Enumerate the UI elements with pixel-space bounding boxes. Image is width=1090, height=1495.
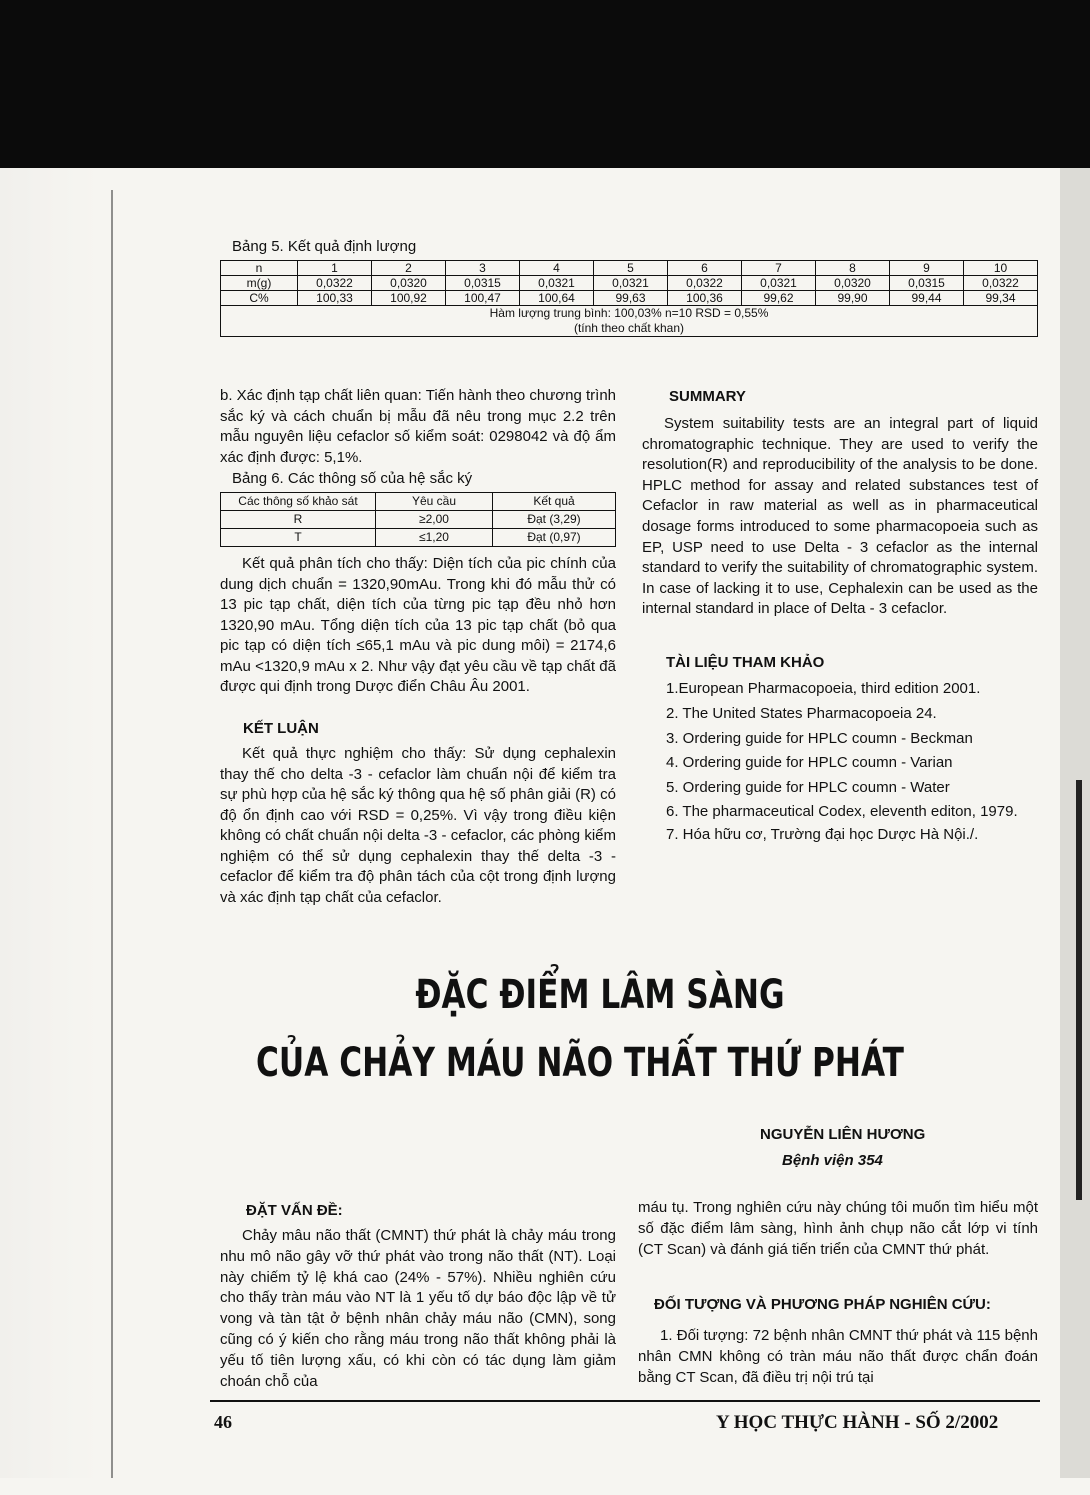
- table5-header-cell: 6: [668, 261, 742, 276]
- table5-cell: 99,34: [964, 291, 1038, 306]
- table5-row: [221, 291, 1038, 306]
- methods-heading: ĐỐI TƯỢNG VÀ PHƯƠNG PHÁP NGHIÊN CỨU:: [654, 1296, 991, 1313]
- table5-header-cell: 4: [520, 261, 594, 276]
- scan-bottom-margin: [0, 1478, 1090, 1495]
- intro-text: Chảy mâu não thất (CMNT) thứ phát là chảy máu trong nhu mô não gây vỡ thứ phát vào trong não thất (NT). Loại này chiếm tỷ lệ khá cao (24% - 57%). Nhiều nghiên cứu cho thấy tràn máu vào NT là 1 yếu tố dự báo độc lập về tử vong và tàn tật ở bệnh nhân chảy máu não (CMN), song cũng có ý kiến cho rằng máu trong não thất không phải là yếu tố tiên lượng xấu, có khi còn có tác dụng làm giảm choán chỗ của: [220, 1227, 616, 1390]
- reference-item: 2. The United States Pharmacopoeia 24.: [666, 704, 937, 722]
- table5-header-cell: 1: [298, 261, 372, 276]
- reference-item: 4. Ordering guide for HPLC coumn - Varian: [666, 754, 953, 772]
- table5-cell: 0,0321: [594, 276, 668, 291]
- page-number: 46: [214, 1412, 232, 1432]
- table5-note: [221, 306, 1038, 337]
- reference-item: 6. The pharmaceutical Codex, eleventh editon, 1979.: [666, 802, 1018, 820]
- footer-rule: [210, 1400, 1040, 1402]
- table6-header-cell: Yêu cầu: [376, 493, 493, 511]
- table5-cell: 0,0320: [816, 276, 890, 291]
- table5-cell: 100,47: [446, 291, 520, 306]
- table6-header-cell: Kết quả: [493, 493, 616, 511]
- table5-cell: 0,0322: [298, 276, 372, 291]
- table6: [220, 492, 616, 547]
- table6-cell: T: [221, 529, 376, 547]
- table5-cell: m(g): [221, 276, 298, 291]
- table5-header-cell: 9: [890, 261, 964, 276]
- table6-cell: Đạt (0,97): [493, 529, 616, 547]
- table5-cell: 0,0322: [668, 276, 742, 291]
- table5-cell: 99,63: [594, 291, 668, 306]
- table5-cell: 0,0315: [890, 276, 964, 291]
- table6-cell: Đạt (3,29): [493, 511, 616, 529]
- table5-header-cell: 7: [742, 261, 816, 276]
- table5-cell: 0,0321: [742, 276, 816, 291]
- paragraph-impurity-method: b. Xác định tạp chất liên quan: Tiến hành theo chương trình sắc ký và cách chuẩn bị mẫu đã nêu trong mục 2.2 trên mẫu nguyên liệu cefaclor số kiểm soát: 0298042 và độ ẩm xác định được: 5,1%.: [220, 387, 616, 466]
- reference-item: 3. Ordering guide for HPLC coumn - Beckman: [666, 729, 973, 747]
- article-title-line1: ĐẶC ĐIỂM LÂM SÀNG: [415, 972, 785, 1018]
- table5-header-cell: 2: [372, 261, 446, 276]
- methods-text: 1. Đối tượng: 72 bệnh nhân CMNT thứ phát và 115 bệnh nhân CMN không có tràn máu não thất được chẩn đoán bằng CT Scan, đã điều trị nội trú tại: [638, 1327, 1038, 1386]
- table5-header-cell: 10: [964, 261, 1038, 276]
- scan-right-margin: [1060, 168, 1090, 1495]
- table5-note-row: [221, 306, 1038, 337]
- table6-cell: ≤1,20: [376, 529, 493, 547]
- summary-heading: SUMMARY: [669, 388, 746, 405]
- table5-note-line1: Hàm lượng trung bình: 100,03% n=10 RSD = 0,55%: [489, 306, 769, 320]
- author-name: NGUYỄN LIÊN HƯƠNG: [760, 1126, 926, 1143]
- table6-caption: Bảng 6. Các thông số của hệ sắc ký: [232, 470, 473, 487]
- article-title-line2: CỦA CHẢY MÁU NÃO THẤT THỨ PHÁT: [256, 1040, 904, 1086]
- table6-header-cell: Các thông số khảo sát: [221, 493, 376, 511]
- conclusion-heading: KẾT LUẬN: [243, 720, 319, 737]
- table5-cell: 0,0320: [372, 276, 446, 291]
- table6-cell: ≥2,00: [376, 511, 493, 529]
- table5-cell: 100,33: [298, 291, 372, 306]
- intro-heading: ĐẶT VẤN ĐỀ:: [246, 1202, 343, 1219]
- journal-name: Y HỌC THỰC HÀNH - SỐ 2/2002: [716, 1412, 999, 1433]
- scan-binding-line: [111, 190, 113, 1480]
- references-heading: TÀI LIỆU THAM KHẢO: [666, 654, 825, 671]
- table5-header-cell: 8: [816, 261, 890, 276]
- scan-dark-border: [0, 0, 1090, 190]
- intro-text-continued: máu tụ. Trong nghiên cứu này chúng tôi muốn tìm hiểu một số đặc điểm lâm sàng, hình ảnh chụp não cắt lớp vi tính (CT Scan) và đánh giá tiến triển của CMNT thứ phát.: [638, 1199, 1038, 1258]
- author-affiliation: Bệnh viện 354: [782, 1152, 883, 1169]
- table5-cell: 0,0322: [964, 276, 1038, 291]
- table5-cell: 99,62: [742, 291, 816, 306]
- table6-row: [221, 529, 616, 547]
- scan-left-margin: [0, 168, 100, 1495]
- table5-header-cell: n: [221, 261, 298, 276]
- scan-right-edge-mark: [1076, 780, 1082, 1200]
- reference-item: 7. Hóa hữu cơ, Trường đại học Dược Hà Nội./.: [666, 825, 979, 843]
- table6-row: [221, 511, 616, 529]
- reference-item: 5. Ordering guide for HPLC coumn - Water: [666, 779, 950, 797]
- table5-cell: 100,36: [668, 291, 742, 306]
- table5-row: [221, 276, 1038, 291]
- table5-caption: Bảng 5. Kết quả định lượng: [232, 238, 417, 255]
- table5: [220, 260, 1038, 337]
- table5-cell: 99,44: [890, 291, 964, 306]
- paragraph-analysis-result: Kết quả phân tích cho thấy: Diện tích của pic chính của dung dịch chuẩn = 1320,90mAu. Trong khi đó mẫu thử có 13 pic tạp chất, diện tích của từng pic tạp đều nhỏ hơn 1320,90 mAu. Tổng diện tích của 13 pic tạp chất (bỏ qua pic tạp có diện tích ≤65,1 mAu và pic dung môi) = 2174,6 mAu <1320,9 mAu x 2. Như vậy đạt yêu cầu về tạp chất đã được qui định trong Dược điển Châu Âu 2001.: [220, 555, 616, 695]
- table5-cell: 100,64: [520, 291, 594, 306]
- table5-header-cell: 5: [594, 261, 668, 276]
- references-list: [642, 677, 1038, 848]
- conclusion-text: Kết quả thực nghiệm cho thấy: Sử dụng cephalexin thay thế cho delta -3 - cefaclor làm chuẩn nội để kiểm tra sự phù hợp của hệ sắc ký thông qua hệ số phân giải (R) có độ ổn định cao với RSD = 0,25%. Vì vậy trong điều kiện không có chất chuẩn nội delta -3 - cefaclor, các phòng kiểm nghiệm có thể sử dụng cephalexin thay thế delta -3 - cefaclor để kiểm tra độ phân tách của cột trong định lượng và xác định tạp chất của cefaclor.: [220, 745, 616, 906]
- table5-cell: 0,0321: [520, 276, 594, 291]
- table5-note-line2: (tính theo chất khan): [573, 321, 685, 335]
- summary-text: System suitability tests are an integral part of liquid chromatographic technique. They are used to verify the resolution(R) and reproducibility of the analysis to be done. HPLC method for assay and related substances test of Cefaclor in raw material as well as in pharmaceutical dosage forms introduced to some pharmacopoeia such as EP, USP need to use Delta - 3 cefaclor as the internal standard to verify the suitability of chromatographic system. In case of lacking it to use, Cephalexin can be used as the internal standard in place of Delta - 3 cefaclor.: [642, 415, 1038, 618]
- reference-item: 1.European Pharmacopoeia, third edition 2001.: [666, 680, 981, 697]
- table5-header-cell: 3: [446, 261, 520, 276]
- table5-cell: 0,0315: [446, 276, 520, 291]
- table5-cell: C%: [221, 291, 298, 306]
- table5-cell: 100,92: [372, 291, 446, 306]
- table5-cell: 99,90: [816, 291, 890, 306]
- table6-header-row: [221, 493, 616, 511]
- table6-cell: R: [221, 511, 376, 529]
- table5-header-row: [221, 261, 1038, 276]
